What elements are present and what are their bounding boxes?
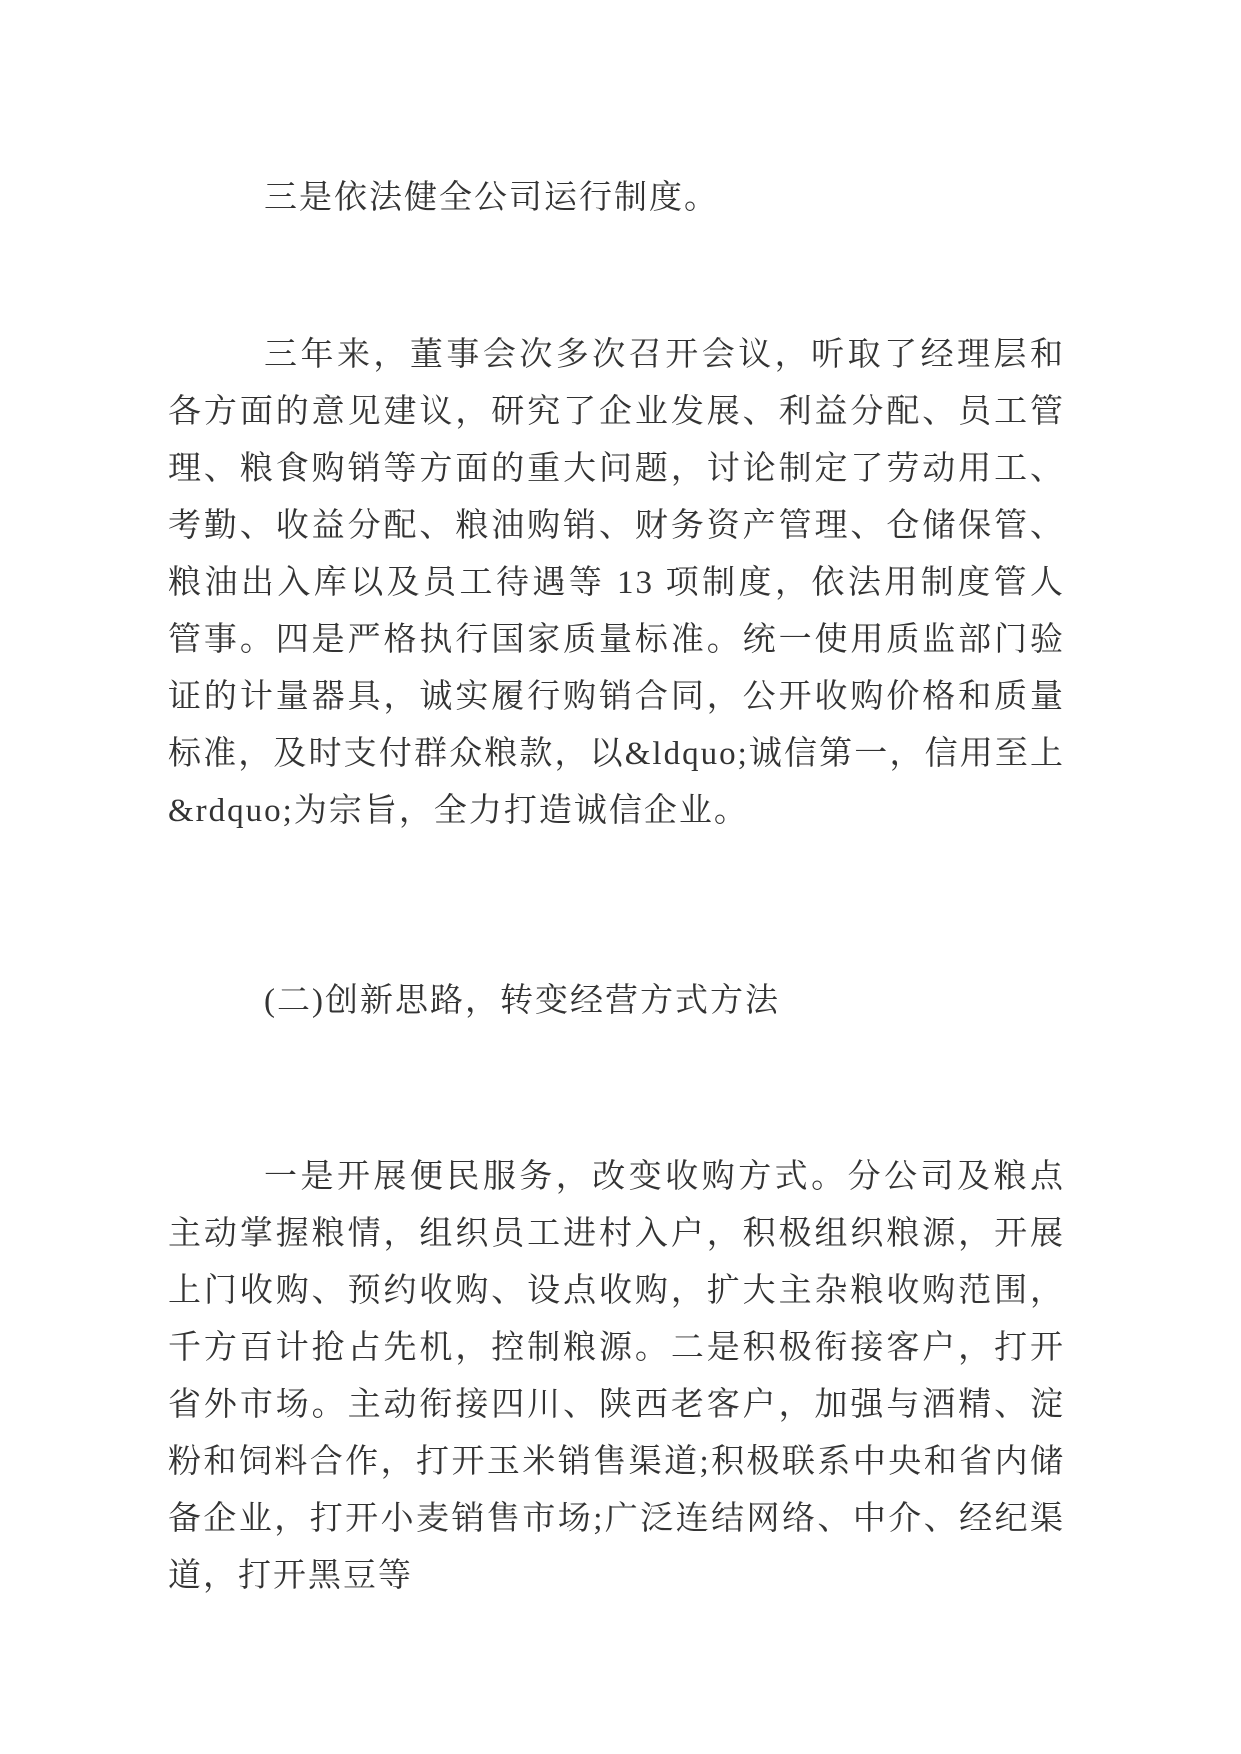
paragraph-service-and-markets: 一是开展便民服务，改变收购方式。分公司及粮点主动掌握粮情，组织员工进村入户，积极组织粮源，开展上门收购、预约收购、设点收购，扩大主杂粮收购范围，千方百计抢占先机，控制粮源。二是积极衔接客户，打开省外市场。主动衔接四川、陕西老客户，加强与酒精、淀粉和饲料合作，打开玉米销售渠道;积极联系中央和省内储备企业，打开小麦销售市场;广泛连结网络、中介、经纪渠道，打开黑豆等 <box>168 1159 1065 1594</box>
paragraph-board-meetings: 三年来，董事会次多次召开会议，听取了经理层和各方面的意见建议，研究了企业发展、利益分配、员工管理、粮食购销等方面的重大问题，讨论制定了劳动用工、考勤、收益分配、粮油购销、财务资产管理、仓储保管、粮油出入库以及员工待遇等 13 项制度，依法用制度管人管事。四是严格执行国家质量标准。统一使用质监部门验证的计量器具，诚实履行购销合同，公开收购价格和质量标准，及时支付群众粮款，以&ldquo;诚信第一，信用至上&rdquo;为宗旨，全力打造诚信企业。 <box>168 337 1065 829</box>
paragraph-company-system: 三是依法健全公司运行制度。 <box>264 180 719 216</box>
document-content <box>168 170 1065 1605</box>
section-heading-innovation: (二)创新思路，转变经营方式方法 <box>264 983 780 1019</box>
